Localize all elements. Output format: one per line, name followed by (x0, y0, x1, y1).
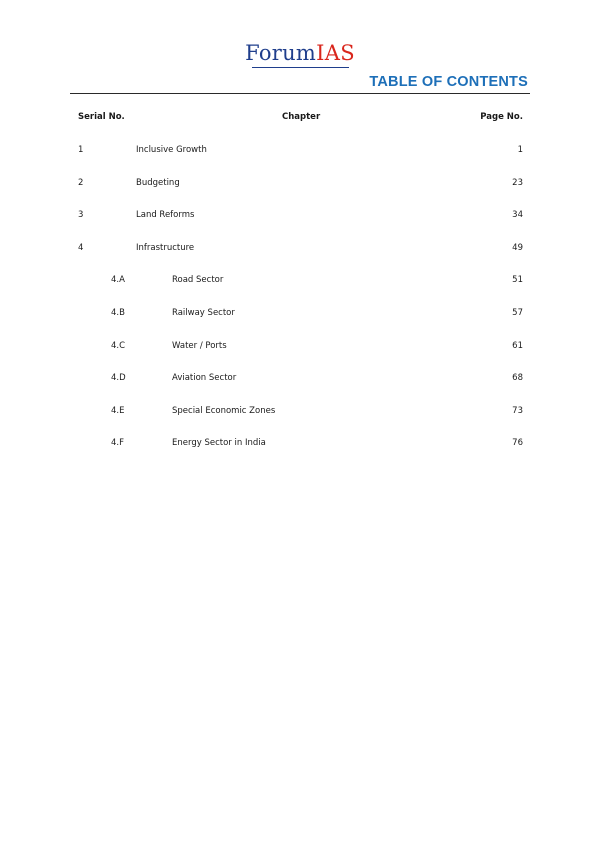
logo-ias-text: IAS (316, 41, 355, 65)
entry-chapter: Budgeting (136, 177, 180, 188)
entry-serial: 4.E (111, 405, 125, 416)
entry-chapter: Special Economic Zones (172, 405, 276, 416)
entry-page: 51 (512, 275, 523, 286)
entry-chapter: Energy Sector in India (172, 438, 266, 449)
entry-serial: 4.C (111, 340, 126, 351)
entry-page: 23 (512, 177, 523, 188)
entry-page: 49 (512, 242, 523, 253)
entry-chapter: Land Reforms (136, 210, 195, 221)
entry-page: 76 (512, 438, 523, 449)
entry-page: 68 (512, 373, 523, 384)
toc-subentry[interactable] (78, 373, 523, 406)
entry-serial: 4.F (111, 438, 124, 449)
header-page: Page No. (480, 112, 523, 122)
toc-list (78, 145, 523, 471)
header-divider (70, 93, 530, 94)
toc-subentry[interactable] (78, 406, 523, 439)
toc-subentry[interactable] (78, 275, 523, 308)
toc-entry[interactable] (78, 145, 523, 178)
toc-subentry[interactable] (78, 438, 523, 471)
entry-chapter: Road Sector (172, 275, 224, 286)
header-serial: Serial No. (78, 112, 125, 122)
toc-entry[interactable] (78, 243, 523, 276)
header-chapter: Chapter (282, 112, 321, 122)
entry-chapter: Railway Sector (172, 307, 235, 318)
logo-underline (252, 67, 349, 68)
entry-serial: 4.A (111, 275, 125, 286)
entry-page: 34 (512, 210, 523, 221)
entry-chapter: Inclusive Growth (136, 145, 207, 155)
forumias-logo (0, 40, 600, 66)
entry-chapter: Infrastructure (136, 242, 195, 253)
entry-page: 61 (512, 340, 523, 351)
entry-serial: 1 (78, 145, 84, 155)
page-title: TABLE OF CONTENTS (369, 74, 528, 90)
toc-subentry[interactable] (78, 341, 523, 374)
entry-serial: 3 (78, 210, 84, 221)
entry-serial: 4 (78, 242, 84, 253)
entry-chapter: Water / Ports (172, 340, 227, 351)
toc-entry[interactable] (78, 178, 523, 211)
entry-serial: 4.B (111, 307, 125, 318)
logo-forum-text: Forum (245, 41, 317, 65)
entry-serial: 2 (78, 177, 84, 188)
entry-page: 73 (512, 405, 523, 416)
toc-subentry[interactable] (78, 308, 523, 341)
entry-serial: 4.D (111, 373, 126, 384)
entry-page: 1 (517, 145, 523, 155)
entry-page: 57 (512, 307, 523, 318)
toc-header-row (78, 112, 523, 126)
entry-chapter: Aviation Sector (172, 373, 237, 384)
toc-entry[interactable] (78, 210, 523, 243)
